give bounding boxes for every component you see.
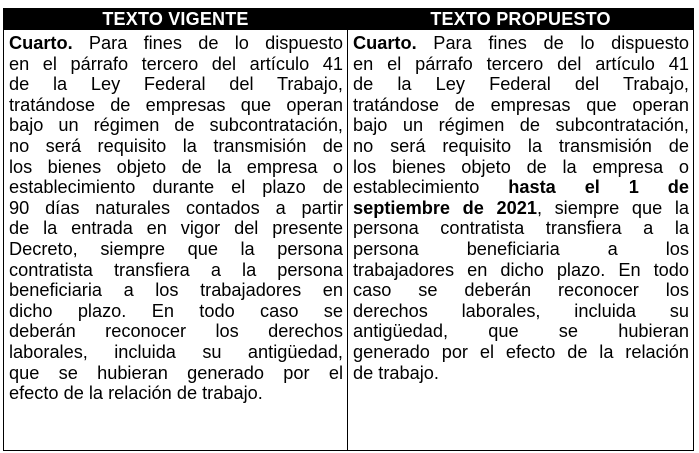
vigente-line: 90 días naturales contados a partir [9, 197, 343, 218]
proposed-date-bold: septiembre de 2021 [353, 197, 537, 218]
vigente-line: Decreto, siempre que la persona [9, 238, 343, 259]
vigente-line: establecimiento durante el plazo de [9, 177, 343, 198]
propuesto-line: tratándose de empresas que operan [353, 94, 689, 115]
comparison-table [3, 8, 694, 451]
vigente-line: beneficiaria a los trabajadores en [9, 280, 343, 301]
proposed-deadline-bold: hasta el 1 de [508, 177, 689, 198]
vigente-line: laborales, incluida su antigüedad, [9, 341, 343, 362]
propuesto-line: caso se deberán reconocer los [353, 280, 689, 301]
propuesto-line: antigüedad, que se hubieran [353, 321, 689, 342]
content-row [4, 30, 694, 451]
vigente-line: Cuarto. Para fines de lo dispuesto [9, 33, 343, 53]
vigente-line: bajo un régimen de subcontratación, [9, 115, 343, 136]
propuesto-line: persona beneficiaria a los [353, 238, 689, 259]
vigente-line: de la Ley Federal del Trabajo, [9, 74, 343, 95]
vigente-line: en el párrafo tercero del artículo 41 [9, 53, 343, 74]
propuesto-line: trabajadores en dicho plazo. En todo [353, 259, 689, 280]
propuesto-article-heading: Cuarto. [353, 33, 417, 53]
vigente-line: que se hubieran generado por el [9, 362, 343, 383]
vigente-line: tratándose de empresas que operan [9, 94, 343, 115]
propuesto-line: no será requisito la transmisión de [353, 135, 689, 156]
propuesto-line: generado por el efecto de la relación [353, 341, 689, 362]
propuesto-cell [348, 30, 694, 451]
vigente-cell [4, 30, 348, 451]
header-row [4, 9, 694, 30]
propuesto-line: persona contratista transfiera a la [353, 218, 689, 239]
vigente-article-heading: Cuarto. [9, 33, 73, 53]
vigente-line: los bienes objeto de la empresa o [9, 156, 343, 177]
vigente-line: contratista transfiera a la persona [9, 259, 343, 280]
vigente-line: de la entrada en vigor del presente [9, 218, 343, 239]
vigente-line: efecto de la relación de trabajo. [9, 383, 263, 404]
propuesto-line: en el párrafo tercero del artículo 41 [353, 53, 689, 74]
propuesto-line: establecimiento hasta el 1 de [353, 177, 689, 198]
header-texto-propuesto: TEXTO PROPUESTO [348, 9, 694, 30]
vigente-line: dicho plazo. En todo caso se [9, 300, 343, 321]
propuesto-line: Cuarto. Para fines de lo dispuesto [353, 33, 689, 53]
propuesto-line: bajo un régimen de subcontratación, [353, 115, 689, 136]
propuesto-line: de la Ley Federal del Trabajo, [353, 74, 689, 95]
propuesto-line: los bienes objeto de la empresa o [353, 156, 689, 177]
vigente-line: no será requisito la transmisión de [9, 135, 343, 156]
vigente-line: deberán reconocer los derechos [9, 321, 343, 342]
propuesto-line: septiembre de 2021, siempre que la [353, 197, 689, 218]
propuesto-line: derechos laborales, incluida su [353, 300, 689, 321]
header-texto-vigente: TEXTO VIGENTE [4, 9, 348, 30]
propuesto-line: de trabajo. [353, 362, 439, 383]
